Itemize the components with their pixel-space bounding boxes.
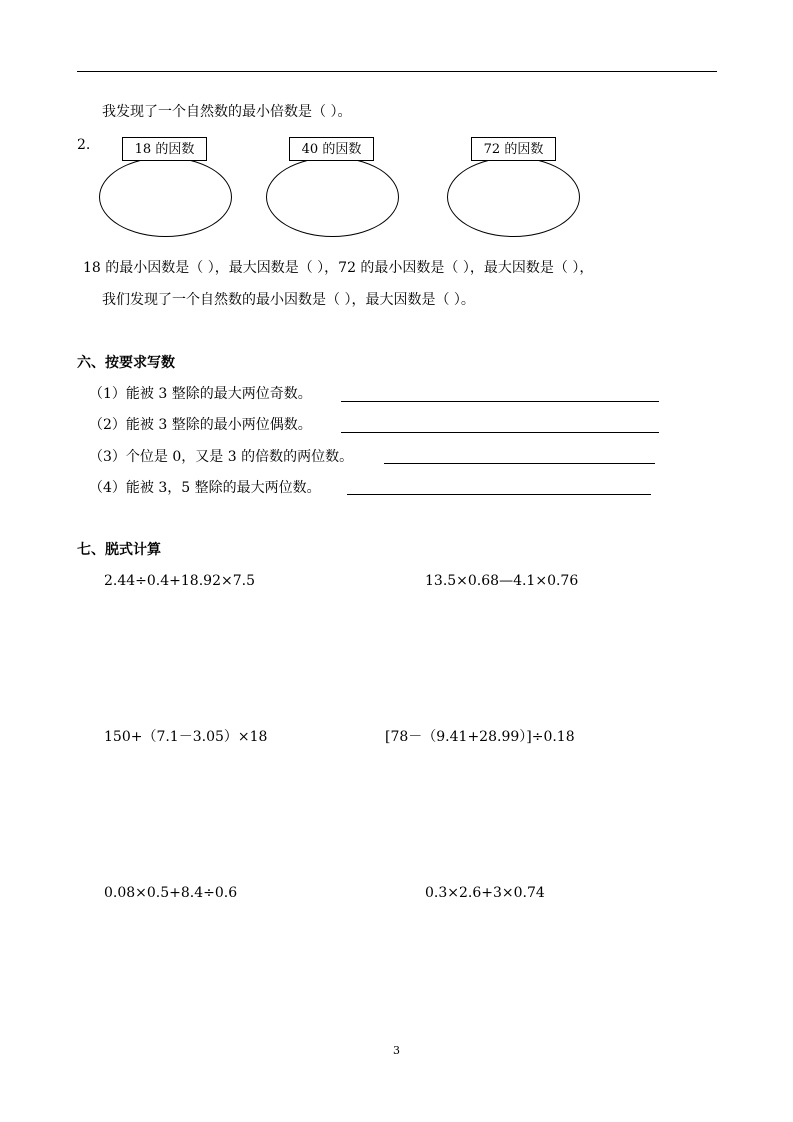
page-number: 3 [393,1044,400,1057]
answer-line-1[interactable] [341,401,659,402]
section-6-item-1: （1）能被 3 整除的最大两位奇数。 [89,386,312,402]
min-multiple-statement: 我发现了一个自然数的最小倍数是（ ）。 [102,104,352,120]
section-6-title: 六、按要求写数 [77,355,175,371]
factor-label-40: 40 的因数 [289,137,374,161]
factor-question-line-2: 我们发现了一个自然数的最小因数是（ ），最大因数是（ ）。 [102,292,475,308]
factor-oval-40 [266,157,399,237]
answer-line-2[interactable] [341,432,659,433]
answer-line-3[interactable] [384,463,655,464]
factor-oval-18 [99,157,232,237]
calc-expression-5: 0.08×0.5+8.4÷0.6 [104,885,238,901]
header-rule [77,71,717,72]
section-6-item-2: （2）能被 3 整除的最小两位偶数。 [89,417,312,433]
factor-label-18: 18 的因数 [122,137,207,161]
factor-label-72: 72 的因数 [471,137,556,161]
calc-expression-6: 0.3×2.6+3×0.74 [425,885,545,901]
factor-oval-72 [447,157,580,237]
question-2-number: 2. [77,137,91,153]
answer-line-4[interactable] [347,494,651,495]
calc-expression-3: 150+（7.1－3.05）×18 [104,729,268,745]
section-6-item-3: （3）个位是 0，又是 3 的倍数的两位数。 [89,449,354,465]
calc-expression-1: 2.44÷0.4+18.92×7.5 [104,573,255,589]
calc-expression-2: 13.5×0.68—4.1×0.76 [425,573,579,589]
calc-expression-4: [78－（9.41+28.99）]÷0.18 [385,729,575,745]
section-6-item-4: （4）能被 3，5 整除的最大两位数。 [89,480,321,496]
factor-question-line-1: 18 的最小因数是（ ），最大因数是（ ），72 的最小因数是（ ），最大因数是（ ）， [83,260,594,276]
section-7-title: 七、脱式计算 [77,542,161,558]
